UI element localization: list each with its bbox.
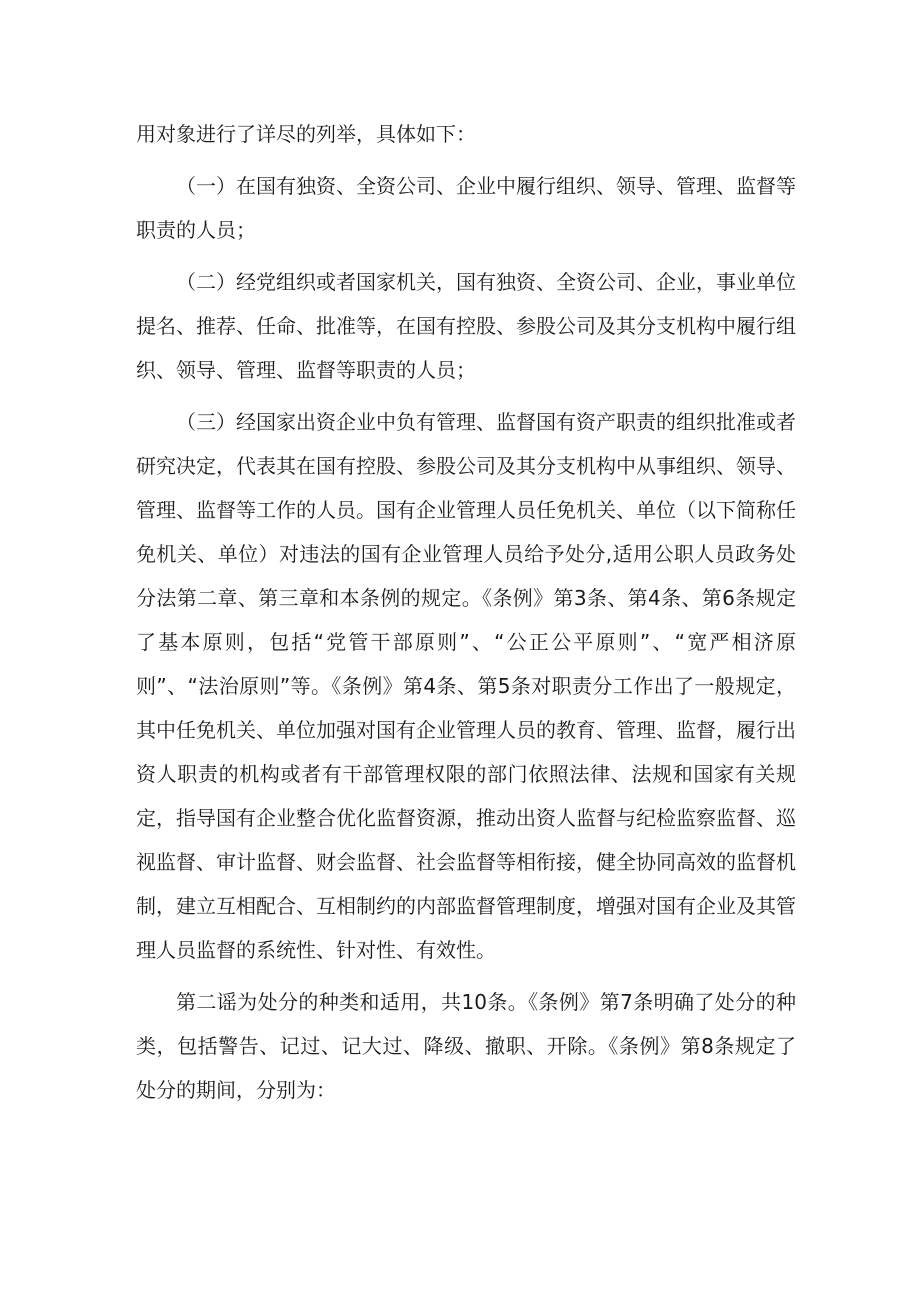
paragraph-intro: 用对象进行了详尽的列举，具体如下：: [136, 122, 476, 146]
paragraph-chapter-2: 第二谣为处分的种类和适用，共10条。《条例》第7条明确了处分的种类，包括警告、记过、记大过、降级、撤职、开除。《条例》第8条规定了处分的期间，分别为：: [136, 990, 796, 1102]
paragraph-item-1: （一）在国有独资、全资公司、企业中履行组织、领导、管理、监督等职责的人员；: [136, 174, 796, 242]
paragraph-item-2: （二）经党组织或者国家机关，国有独资、全资公司、企业，事业单位提名、推荐、任命、批准等，在国有控股、参股公司及其分支机构中履行组织、领导、管理、监督等职责的人员；: [136, 270, 796, 382]
document-body: [136, 112, 796, 1120]
paragraph-item-3: （三）经国家出资企业中负有管理、监督国有资产职责的组织批准或者研究决定，代表其在国有控股、参股公司及其分支机构中从事组织、领导、管理、监督等工作的人员。国有企业管理人员任免机关、单位（以下简称任免机关、单位）对违法的国有企业管理人员给予处分,适用公职人员政务处分法第二章、第三章和本条例的规定。《条例》第3条、第4条、第6条规定了基本原则，包括“党管干部原则”、“公正公平原则”、“宽严相济原则”、“法治原则”等。《条例》第4条、第5条对职责分工作出了一般规定，其中任免机关、单位加强对国有企业管理人员的教育、管理、监督，履行出资人职责的机构或者有干部管理权限的部门依照法律、法规和国家有关规定，指导国有企业整合优化监督资源，推动出资人监督与纪检监察监督、巡视监督、审计监督、财会监督、社会监督等相衔接，健全协同高效的监督机制，建立互相配合、互相制约的内部监督管理制度，增强对国有企业及其管理人员监督的系统性、针对性、有效性。: [136, 410, 796, 962]
